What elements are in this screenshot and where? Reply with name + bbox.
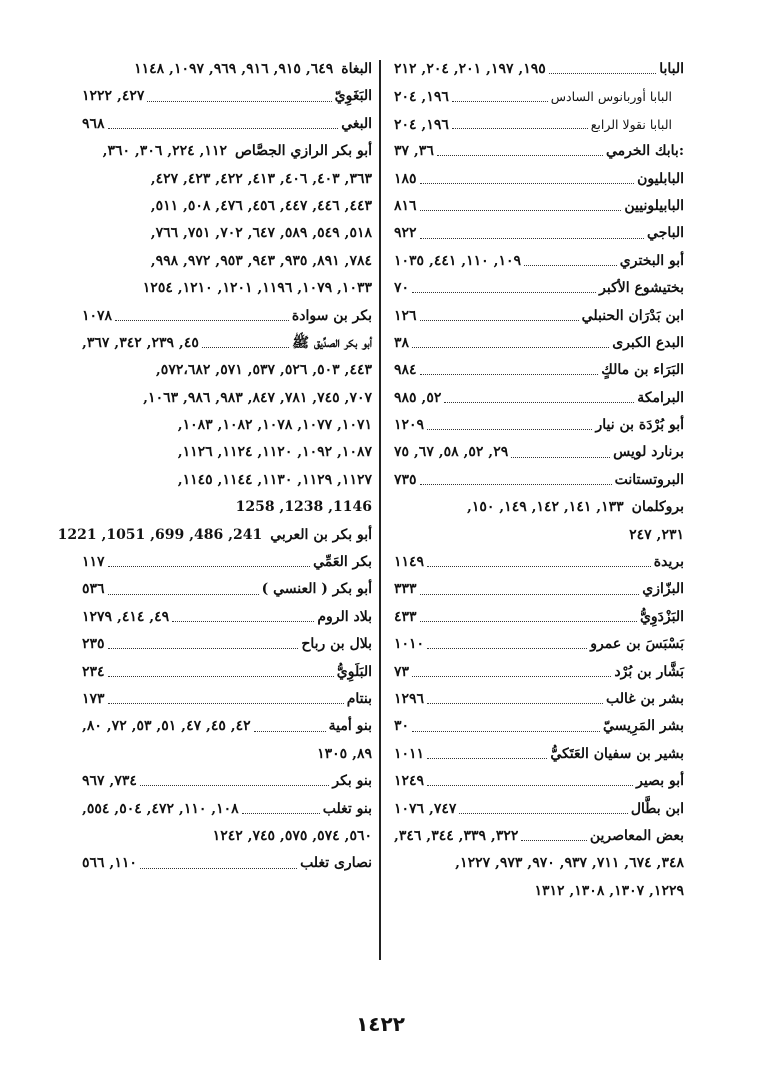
entry-pages: ٧٣٥ — [394, 471, 417, 488]
entry-pages: ١٢٤٩ — [394, 773, 425, 790]
entry-name: البابيلونيين — [624, 197, 684, 214]
index-entry — [394, 193, 684, 220]
leader-dots — [115, 320, 289, 321]
leader-dots — [511, 457, 610, 458]
entry-pages: ٥٢, ٩٨٥ — [394, 389, 442, 406]
index-entry — [82, 549, 372, 576]
entry-pages: ٥٦٠, ٥٧٤, ٥٧٥, ٧٤٥, ١٢٤٢ — [212, 827, 372, 844]
entry-pages: ٤٢٧, ١٢٢٢ — [82, 88, 145, 105]
entry-name: البغاة — [341, 61, 372, 77]
entry-pages: ٣٨ — [394, 334, 410, 351]
entry-pages: ١٣٣, ١٤١, ١٤٢, ١٤٩, ١٥٠, — [466, 499, 624, 516]
index-entry — [394, 220, 684, 247]
leader-dots — [172, 621, 314, 622]
index-entry — [82, 303, 372, 330]
entry-name: بشير بن سفيان العَتَكيُّ — [550, 745, 684, 762]
entry-pages: ١٢٦ — [394, 307, 417, 324]
index-entry — [82, 741, 372, 768]
leader-dots — [549, 73, 656, 74]
entry-pages: ٨١٦ — [394, 197, 417, 214]
leader-dots — [452, 101, 548, 102]
leader-dots — [420, 320, 579, 321]
entry-pages: ٧٠٧, ٧٤٥, ٧٨١, ٨٤٧, ٩٨٣, ٩٨٦, ١٠٦٣, — [143, 389, 372, 406]
index-entry — [394, 138, 684, 165]
leader-dots — [108, 648, 299, 649]
entry-pages: ١٠٩, ١١٠, ٤٤١, ١٠٣٥ — [394, 252, 522, 269]
entry-pages: ٨٩, ١٣٠٥ — [317, 745, 372, 762]
entry-pages: ٢٣٤ — [82, 663, 105, 680]
index-entry — [394, 878, 684, 905]
leader-dots — [437, 155, 603, 156]
entry-name: بلاد الروم — [317, 608, 372, 625]
entry-name: البزّازي — [642, 581, 684, 598]
index-column-right — [394, 56, 684, 905]
leader-dots — [427, 758, 547, 759]
entry-name: ابن بَدْرَان الحنبلي — [581, 307, 684, 324]
entry-pages: ٤٤٣, ٤٤٦, ٤٤٧, ٤٥٦, ٤٧٦, ٥٠٨, ٥١١, — [150, 197, 372, 214]
entry-name: البابا نقولا الرابع — [590, 116, 672, 132]
index-entry — [82, 604, 372, 631]
entry-name: البغي — [341, 115, 372, 132]
entry-pages: ٣٦٣, ٤٠٣, ٤٠٦, ٤١٣, ٤٢٢, ٤٢٣, ٤٢٧, — [150, 170, 372, 187]
entry-pages: ٣٤٨, ٦٧٤, ٧١١, ٩٣٧, ٩٧٠, ٩٧٣, ١٢٢٧, — [455, 855, 684, 872]
entry-pages: ٤٢, ٤٥, ٤٧, ٥١, ٥٣, ٧٢, ٨٠, — [82, 718, 251, 735]
entry-pages: ١٨٥ — [394, 170, 417, 187]
entry-pages: ٤٩, ٤١٤, ١٢٧٩ — [82, 608, 170, 625]
entry-name: البدع الكبرى — [612, 334, 684, 351]
entry-pages: ٩٢٢ — [394, 225, 417, 242]
leader-dots — [254, 731, 326, 732]
entry-name: البابليون — [637, 170, 684, 187]
entry-pages: ٧٣٤, ٩٦٧ — [82, 773, 137, 790]
leader-dots — [427, 648, 587, 649]
index-entry — [394, 850, 684, 877]
entry-pages: ١١٠, ٥٦٦ — [82, 855, 137, 872]
entry-name: الباجي — [647, 225, 684, 242]
index-column-left — [57, 56, 372, 878]
entry-name: بختيشوع الأكبر — [599, 280, 684, 297]
leader-dots — [412, 292, 596, 293]
index-entry — [82, 193, 372, 220]
entry-pages: ١٠٧٨ — [82, 307, 113, 324]
leader-dots — [242, 813, 320, 814]
index-entry — [82, 166, 372, 193]
index-entry — [394, 166, 684, 193]
entry-pages: ١٩٥, ١٩٧, ٢٠١, ٢٠٤, ٢١٢ — [394, 61, 546, 77]
index-entry — [394, 741, 684, 768]
entry-pages: ٥٣٦ — [82, 581, 105, 598]
leader-dots — [459, 813, 627, 814]
index-entry — [57, 522, 372, 549]
index-entry — [394, 796, 684, 823]
index-entry — [394, 576, 684, 603]
entry-pages: ١٠٧١, ١٠٧٧, ١٠٧٨, ١٠٨٢, ١٠٨٣, — [177, 417, 372, 434]
entry-name: أبو بُرْدَة بن نيار — [595, 417, 684, 434]
index-entry — [82, 796, 372, 823]
leader-dots — [140, 868, 297, 869]
index-entry — [82, 83, 372, 110]
leader-dots — [524, 265, 617, 266]
index-entry — [394, 467, 684, 494]
entry-pages: ٣٦, ٣٧ — [394, 143, 434, 160]
index-entry — [394, 713, 684, 740]
index-entry — [82, 248, 372, 275]
entry-pages: 241, 486, 699, 1051, 1221 — [57, 526, 263, 543]
leader-dots — [521, 840, 587, 841]
entry-pages: ١١٤٩ — [394, 554, 425, 571]
leader-dots — [420, 374, 599, 375]
entry-pages: ٩٦٨ — [82, 115, 105, 132]
leader-dots — [108, 128, 339, 129]
index-entry — [394, 549, 684, 576]
index-entry — [394, 412, 684, 439]
index-entry — [394, 357, 684, 384]
index-entry — [394, 248, 684, 275]
leader-dots — [444, 402, 634, 403]
entry-name: بنو أمية — [328, 718, 372, 735]
entry-pages: ١٢٢٩, ١٣٠٧, ١٣٠٨, ١٣١٢ — [534, 882, 684, 899]
entry-pages: ٢٩, ٥٢, ٥٨, ٦٧, ٧٥ — [394, 444, 509, 461]
leader-dots — [108, 676, 334, 677]
index-entry — [82, 467, 372, 494]
index-entry — [82, 686, 372, 713]
index-entry — [394, 494, 684, 521]
leader-dots — [108, 566, 311, 567]
index-entry — [82, 631, 372, 658]
index-entry — [82, 357, 372, 384]
index-entry — [394, 385, 684, 412]
entry-name: البابا أوربانوس السادس — [550, 89, 672, 105]
leader-dots — [108, 594, 259, 595]
entry-pages: ٣٠ — [394, 718, 410, 735]
page-number: ١٤٢٢ — [356, 1012, 405, 1036]
entry-pages: ١٠٨٧, ١٠٩٢, ١١٢٠, ١١٢٤, ١١٢٦, — [177, 444, 372, 461]
index-entry — [82, 111, 372, 138]
entry-name: :بابك الخرمي — [606, 143, 684, 160]
leader-dots — [420, 238, 644, 239]
leader-dots — [427, 703, 603, 704]
entry-name: بشر المَرِيسيّ — [602, 718, 684, 735]
entry-pages: ١٩٦, ٢٠٤ — [394, 89, 449, 106]
leader-dots — [427, 566, 651, 567]
entry-name: البرامكة — [637, 389, 684, 406]
index-entry — [394, 330, 684, 357]
entry-pages: ٩٨٤ — [394, 362, 417, 379]
index-entry — [82, 439, 372, 466]
leader-dots — [147, 101, 331, 102]
leader-dots — [420, 621, 637, 622]
index-entry — [394, 111, 684, 138]
entry-name: بكر العَمِّي — [313, 554, 372, 571]
index-entry — [82, 713, 372, 740]
entry-name: ابن بطَّال — [630, 800, 684, 817]
index-entry — [82, 850, 372, 877]
entry-pages: ٦٤٩, ٩١٥, ٩١٦, ٩٦٩, ١٠٩٧, ١١٤٨ — [134, 61, 334, 77]
index-entry — [82, 275, 372, 302]
leader-dots — [108, 703, 344, 704]
entry-name: بكر بن سوادة — [291, 307, 372, 324]
index-entry — [82, 56, 372, 83]
index-entry — [394, 686, 684, 713]
column-divider — [379, 60, 381, 960]
entry-name: أبو بكر بن العربي — [270, 526, 372, 543]
index-entry — [82, 494, 372, 521]
entry-name: نصارى تغلب — [300, 855, 372, 872]
index-entry — [82, 385, 372, 412]
entry-pages: ٣٣٣ — [394, 581, 417, 598]
entry-name: أبو البختري — [619, 252, 684, 269]
entry-pages: ٤٤٣, ٥٠٣, ٥٢٦, ٥٣٧, ٥٧١, ٥٧٢،٦٨٢, — [155, 362, 372, 379]
entry-pages: ٤٣٣ — [394, 608, 417, 625]
leader-dots — [427, 429, 592, 430]
entry-name: البَغَوِيّ — [334, 88, 372, 105]
index-entry — [394, 275, 684, 302]
entry-pages: ٧٣ — [394, 663, 410, 680]
index-entry — [82, 659, 372, 686]
entry-pages: ٤٥, ٢٣٩, ٣٤٢, ٣٦٧, — [82, 334, 199, 351]
entry-pages: 1146, 1238, 1258 — [235, 499, 372, 516]
index-entry — [394, 659, 684, 686]
leader-dots — [202, 347, 289, 348]
leader-dots — [412, 347, 609, 348]
entry-pages: ١٠٨, ١١٠, ٤٧٢, ٥٠٤, ٥٥٤, — [82, 800, 239, 817]
leader-dots — [420, 210, 622, 211]
index-entry — [82, 768, 372, 795]
entry-pages: ١٧٣ — [82, 690, 105, 707]
leader-dots — [427, 785, 633, 786]
leader-dots — [452, 128, 588, 129]
entry-pages: ٧٠ — [394, 280, 410, 297]
entry-pages: ١١٢, ٢٢٤, ٣٠٦, ٣٦٠, — [102, 143, 227, 160]
entry-name: بروكلمان — [631, 499, 684, 516]
entry-name: بنتام — [346, 690, 372, 707]
index-entry — [82, 138, 372, 165]
entry-pages: ١٩٦, ٢٠٤ — [394, 116, 449, 133]
index-entry — [82, 412, 372, 439]
entry-name: بنو بكر — [332, 773, 372, 790]
index-entry — [394, 631, 684, 658]
entry-name: بشر بن غالب — [605, 690, 684, 707]
index-entry — [82, 220, 372, 247]
index-entry — [394, 439, 684, 466]
entry-pages: ١٢٠٩ — [394, 417, 425, 434]
entry-pages: ٢٣١, ٢٤٧ — [629, 526, 684, 543]
entry-pages: ١٠٣٣, ١٠٧٩, ١١٩٦, ١٢٠١, ١٢١٠, ١٢٥٤ — [142, 280, 372, 297]
entry-pages: ٢٣٥ — [82, 636, 105, 653]
entry-name: بريدة — [653, 554, 684, 571]
entry-name: أبو بكر الصدِّيق ﷺ — [292, 334, 372, 351]
entry-name: بنو تغلب — [322, 800, 372, 817]
index-entry — [394, 604, 684, 631]
entry-name: بَشَّار بن بُرْد — [614, 663, 684, 680]
index-entry — [82, 823, 372, 850]
index-entry — [394, 823, 684, 850]
entry-name: أبو بكر ( العنسي ) — [261, 581, 372, 598]
entry-name: أبو بكر الرازي الجصَّاص — [234, 143, 372, 160]
entry-pages: ١١٧ — [82, 554, 105, 571]
index-entry — [82, 330, 372, 357]
entry-pages: ٥١٨, ٥٤٩, ٥٨٩, ٦٤٧, ٧٠٢, ٧٥١, ٧٦٦, — [150, 225, 372, 242]
entry-name: البَرَاء بن مالكٍ — [601, 362, 684, 379]
entry-name: البروتستانت — [614, 471, 684, 488]
index-entry — [394, 522, 684, 549]
entry-pages: ٣٢٢, ٣٣٩, ٣٤٤, ٣٤٦, — [394, 827, 519, 844]
leader-dots — [140, 785, 330, 786]
leader-dots — [412, 676, 611, 677]
entry-name: البَزْدَوِيُّ — [639, 608, 684, 625]
entry-name: بَسْبَسَ بن عمرو — [590, 636, 684, 653]
entry-pages: ١١٢٧, ١١٢٩, ١١٣٠, ١١٤٤, ١١٤٥, — [177, 471, 372, 488]
leader-dots — [420, 594, 640, 595]
entry-name: برنارد لويس — [613, 444, 684, 461]
entry-name: البَلَوِيُّ — [336, 663, 372, 680]
entry-pages: ١٠١٠ — [394, 636, 425, 653]
leader-dots — [420, 484, 612, 485]
index-entry — [394, 83, 684, 110]
entry-name: بعض المعاصرين — [589, 827, 684, 844]
index-entry — [394, 56, 684, 83]
index-entry — [394, 303, 684, 330]
index-entry — [82, 576, 372, 603]
leader-dots — [420, 183, 635, 184]
entry-pages: ١٠١١ — [394, 745, 425, 762]
entry-name: أبو بصير — [636, 773, 684, 790]
entry-pages: ١٢٩٦ — [394, 690, 425, 707]
index-entry — [394, 768, 684, 795]
entry-name: البابا — [659, 61, 684, 77]
entry-pages: ٧٤٧, ١٠٧٦ — [394, 800, 457, 817]
entry-name: بلال بن رباح — [301, 636, 372, 653]
entry-pages: ٧٨٤, ٨٩١, ٩٣٥, ٩٤٣, ٩٥٣, ٩٧٢, ٩٩٨, — [150, 252, 372, 269]
leader-dots — [412, 731, 600, 732]
